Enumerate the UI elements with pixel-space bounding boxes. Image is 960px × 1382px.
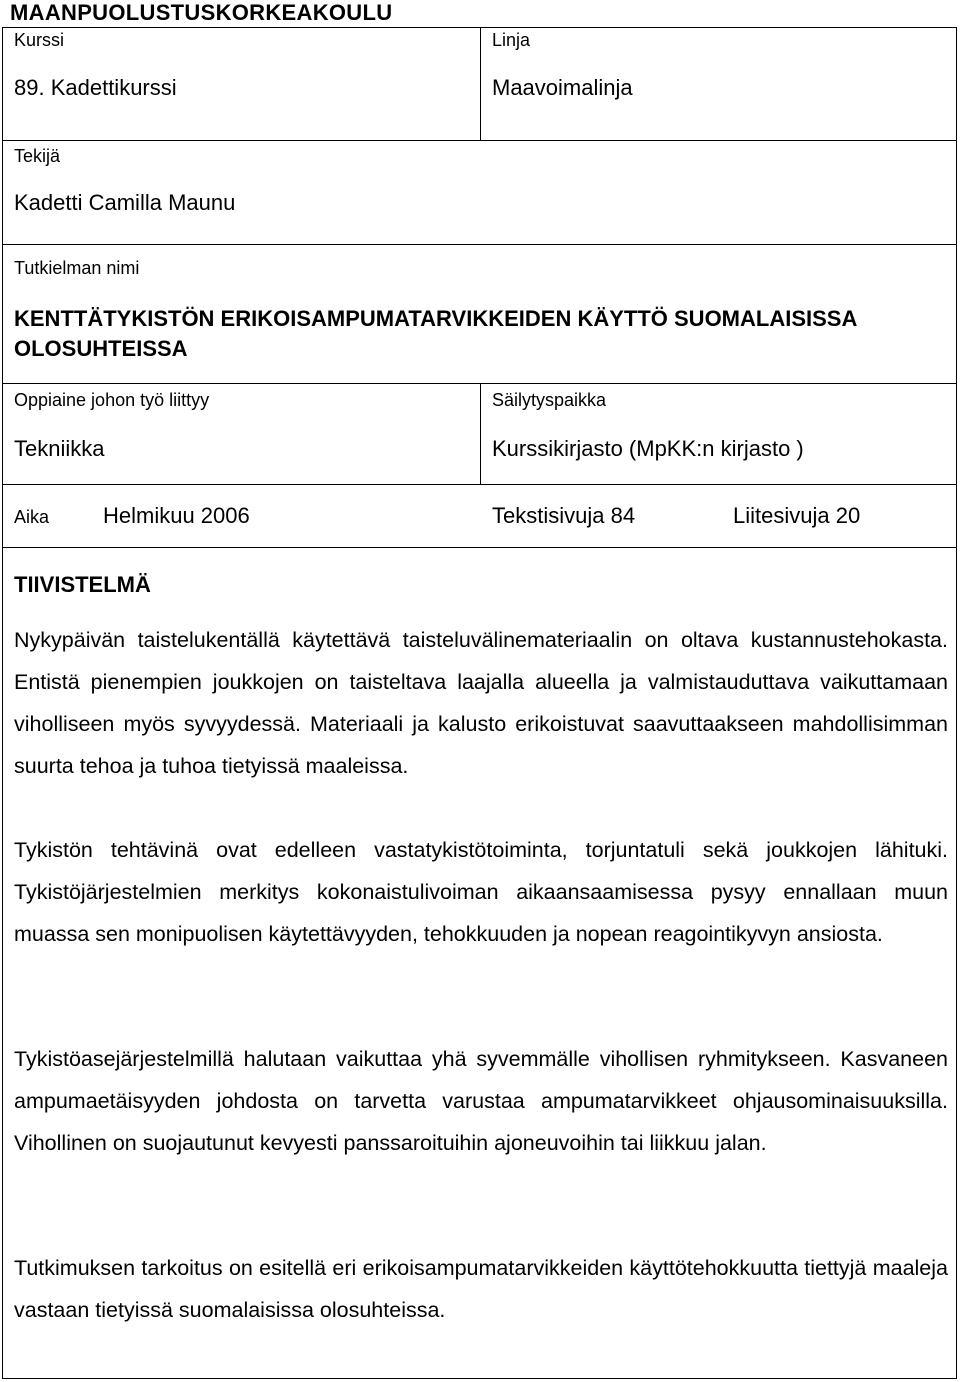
storage-label: Säilytyspaikka — [492, 390, 607, 410]
divider-course-line — [480, 27, 481, 141]
abstract-paragraph: Nykypäivän taistelukentällä käytettävä taisteluvälinemateriaalin on oltava kustannustehokasta. Entistä pienempien joukkojen on taisteltava laajalla alueella ja valmistauduttava vaikuttamaan viholliseen myös syvyydessä. Materiaali ja kalusto erikoistuvat saavuttaakseen mahdollisimman suurta tehoa ja tuhoa tietyissä maaleissa. — [14, 628, 948, 778]
author-value: Kadetti Camilla Maunu — [14, 190, 236, 215]
course-value: 89. Kadettikurssi — [14, 75, 177, 100]
line-value: Maavoimalinja — [492, 75, 633, 100]
author-label: Tekijä — [14, 146, 61, 166]
abstract-paragraph: Tykistön tehtävinä ovat edelleen vastatykistötoiminta, torjuntatuli sekä joukkojen lähituki. Tykistöjärjestelmien merkitys kokonaistulivoiman aikaansaamisessa pysyy ennallaan muun muassa sen monipuolisen käytettävyyden, tehokkuuden ja nopean reagointikyvyn ansiosta. — [14, 838, 948, 946]
thesis-label: Tutkielman nimi — [14, 258, 140, 278]
appendix-pages: Liitesivuja 20 — [733, 503, 861, 528]
storage-value: Kurssikirjasto (MpKK:n kirjasto ) — [492, 436, 804, 461]
institution-name: MAANPUOLUSTUSKORKEAKOULU — [10, 0, 393, 25]
line-label: Linja — [492, 30, 531, 50]
abstract-heading: TIIVISTELMÄ — [14, 572, 151, 597]
divider-after-author — [2, 244, 957, 245]
time-label: Aika — [14, 507, 50, 527]
abstract-paragraph: Tutkimuksen tarkoitus on esitellä eri erikoisampumatarvikkeiden käyttötehokkuutta tiettyjä maaleja vastaan tietyissä suomalaisissa olosuhteissa. — [14, 1256, 948, 1322]
divider-after-time — [2, 547, 957, 548]
divider-subject-storage — [480, 383, 481, 485]
time-value: Helmikuu 2006 — [103, 503, 250, 528]
subject-value: Tekniikka — [14, 436, 105, 461]
subject-label: Oppiaine johon työ liittyy — [14, 390, 210, 410]
thesis-title: KENTTÄTYKISTÖN ERIKOISAMPUMATARVIKKEIDEN KÄYTTÖ SUOMALAISISSA OLOSUHTEISSA — [14, 306, 857, 361]
divider-after-subject — [2, 484, 957, 485]
course-label: Kurssi — [14, 30, 65, 50]
divider-after-course — [2, 140, 957, 141]
text-pages: Tekstisivuja 84 — [492, 503, 636, 528]
abstract-paragraph: Tykistöasejärjestelmillä halutaan vaikuttaa yhä syvemmälle vihollisen ryhmitykseen. Kasvaneen ampumaetäisyyden johdosta on tarvetta varustaa ampumatarvikkeet ohjausominaisuuksilla. Vihollinen on suojautunut kevyesti panssaroituihin ajoneuvoihin tai liikkuu jalan. — [14, 1047, 948, 1155]
